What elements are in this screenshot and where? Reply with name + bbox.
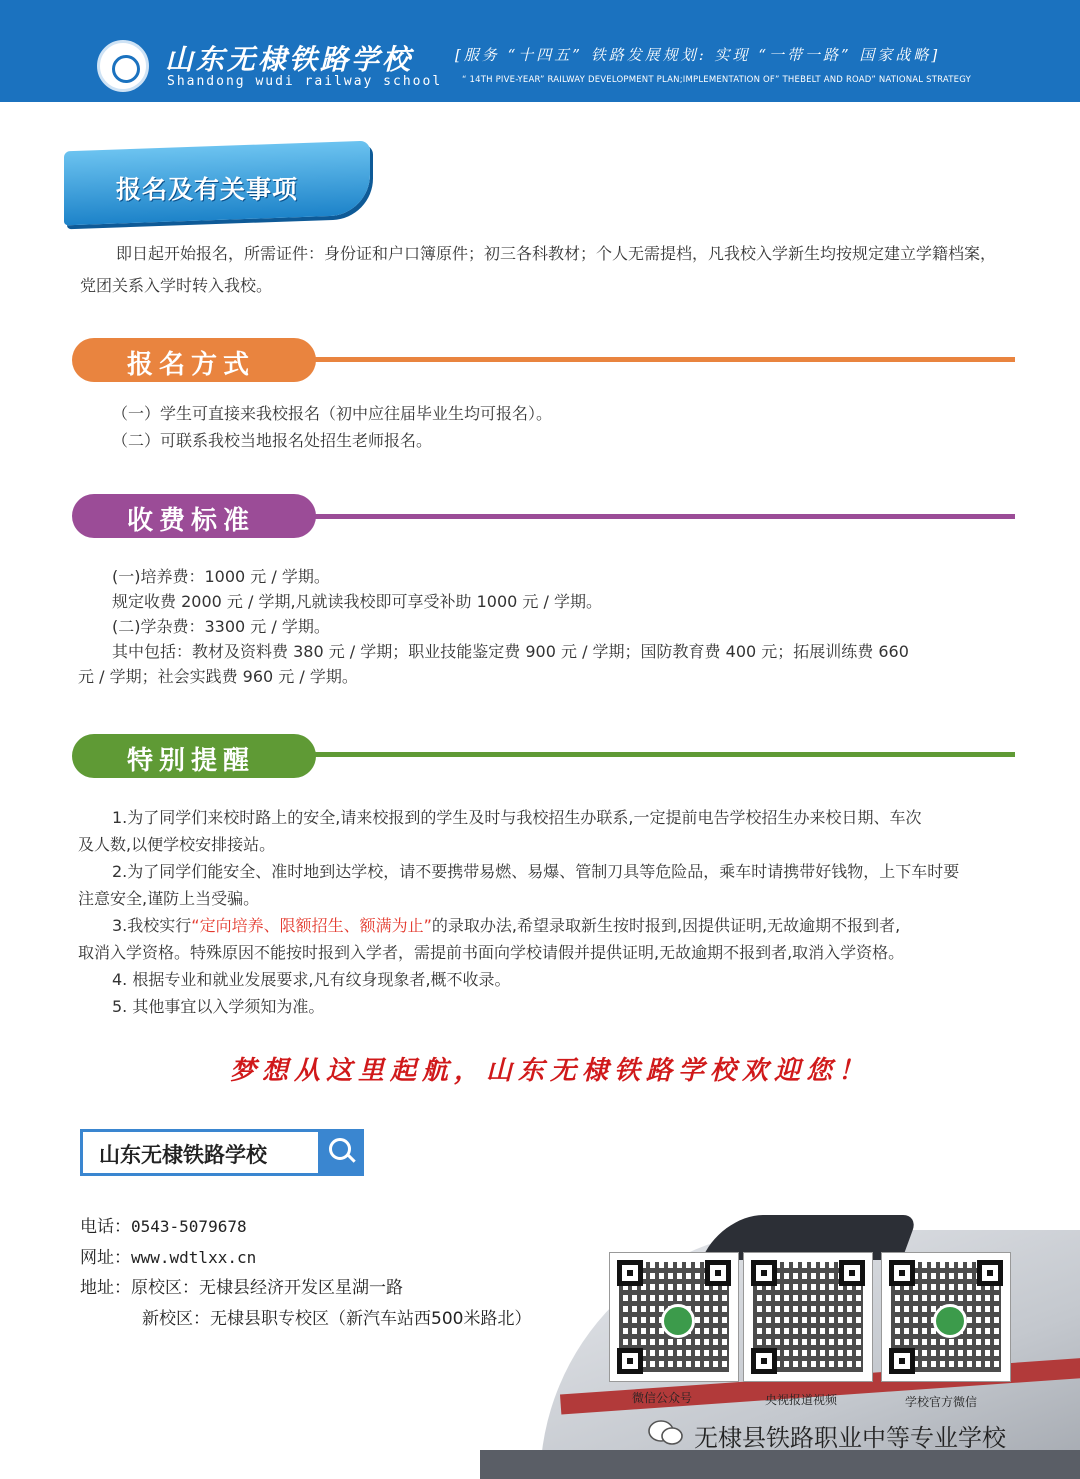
qr-eye <box>751 1260 777 1286</box>
qr-code-cctv-video[interactable] <box>744 1253 872 1381</box>
contact-phone <box>80 1212 247 1237</box>
qr-code-wechat-official[interactable] <box>610 1253 738 1381</box>
section-divider <box>300 357 1015 362</box>
qr-center-logo <box>661 1304 695 1338</box>
list-item: （一）学生可直接来我校报名（初中应往届毕业生均可报名）。 <box>112 404 553 423</box>
reminder-item: 2.为了同学们能安全、准时地到达学校，请不要携带易燃、易爆、管制刀具等危险品，乘车时请携带好钱物，上下车时要 <box>112 862 960 881</box>
qr-eye <box>705 1260 731 1286</box>
fee-line: (一)培养费：1000 元 / 学期。 <box>112 567 330 586</box>
header-slogan-en: “ 14TH PIVE-YEAR” RAILWAY DEVELOPMENT PLAN;IMPLEMENTATION OF” THEBELT AND ROAD” NATIONAL STRATEGY <box>462 75 971 85</box>
web-link[interactable]: www.wdtlxx.cn <box>131 1248 257 1267</box>
page-title: 报名及有关事项 <box>116 175 299 204</box>
section-title: 报名方式 <box>127 350 256 380</box>
qr-eye <box>617 1260 643 1286</box>
search-text: 山东无棣铁路学校 <box>99 1142 267 1167</box>
reminder-text: 的录取办法,希望录取新生按时报到,因提供证明,无故逾期不报到者, <box>431 916 901 935</box>
reminder-item: 及人数,以便学校安排接站。 <box>78 835 276 854</box>
header-slogan: [服务 “十四五” 铁路发展规划: 实现 “一带一路” 国家战略] <box>455 46 941 64</box>
wechat-watermark: 无棣县铁路职业中等专业学校 <box>694 1424 1006 1452</box>
fee-line: 规定收费 2000 元 / 学期,凡就读我校即可享受补助 1000 元 / 学期。 <box>112 592 602 611</box>
contact-web <box>80 1243 256 1268</box>
contact-address-new: 新校区：无棣县职专校区（新汽车站西500米路北） <box>142 1309 532 1329</box>
address-old: 原校区：无棣县经济开发区星湖一路 <box>131 1278 403 1298</box>
qr-eye <box>617 1348 643 1374</box>
method-list <box>112 400 552 454</box>
section-divider <box>300 752 1015 757</box>
qr-eye <box>751 1348 777 1374</box>
list-item: （二）可联系我校当地报名处招生老师报名。 <box>112 431 433 450</box>
reminder-text: 3.我校实行 <box>112 916 192 935</box>
fee-list <box>78 564 909 689</box>
contact-address <box>80 1273 403 1298</box>
search-button[interactable] <box>318 1129 364 1176</box>
qr-eye <box>977 1260 1003 1286</box>
qr-label: 微信公众号 <box>632 1391 693 1405</box>
header-bar <box>0 0 1080 102</box>
train-rail <box>480 1450 1080 1479</box>
search-icon-handle <box>347 1154 355 1162</box>
reminder-item: 1.为了同学们来校时路上的安全,请来校报到的学生及时与我校招生办联系,一定提前电告学校招生办来校日期、车次 <box>112 808 922 827</box>
school-name-en: Shandong wudi railway school <box>167 74 443 89</box>
qr-eye <box>889 1348 915 1374</box>
web-label: 网址： <box>80 1248 131 1268</box>
fee-line: 其中包括：教材及资料费 380 元 / 学期；职业技能鉴定费 900 元 / 学期；国防教育费 400 元；拓展训练费 660 <box>112 642 909 661</box>
qr-eye <box>839 1260 865 1286</box>
school-logo-icon <box>97 40 149 92</box>
address-label: 地址： <box>80 1278 131 1298</box>
qr-center-logo <box>933 1304 967 1338</box>
reminder-item: 5. 其他事宜以入学须知为准。 <box>112 997 325 1016</box>
fee-line: (二)学杂费：3300 元 / 学期。 <box>112 617 330 636</box>
qr-label: 央视报道视频 <box>765 1393 838 1407</box>
qr-label: 学校官方微信 <box>905 1395 978 1409</box>
school-name-cn: 山东无棣铁路学校 <box>165 43 414 76</box>
section-divider <box>300 514 1015 519</box>
intro-paragraph: 即日起开始报名，所需证件：身份证和户口簿原件；初三各科教材；个人无需提档，凡我校入学新生均按规定建立学籍档案，党团关系入学时转入我校。 <box>80 244 997 295</box>
reminder-item <box>78 912 1028 939</box>
reminder-item: 取消入学资格。特殊原因不能按时报到入学者，需提前书面向学校请假并提供证明,无故逾期不报到者,取消入学资格。 <box>78 943 905 962</box>
reminder-list <box>78 804 1028 1020</box>
section-title: 特别提醒 <box>127 746 256 776</box>
highlight-text: “定向培养、限额招生、额满为止” <box>191 916 432 935</box>
fee-line: 元 / 学期；社会实践费 960 元 / 学期。 <box>78 667 358 686</box>
phone-label: 电话： <box>80 1217 131 1237</box>
welcome-tagline: 梦想从这里起航，山东无棣铁路学校欢迎您！ <box>230 1056 871 1086</box>
wechat-icon <box>648 1420 684 1446</box>
qr-code-school-wechat[interactable] <box>882 1253 1010 1381</box>
qr-eye <box>889 1260 915 1286</box>
section-title: 收费标准 <box>127 506 256 536</box>
reminder-item: 注意安全,谨防上当受骗。 <box>78 889 260 908</box>
phone-value: 0543-5079678 <box>131 1217 247 1236</box>
reminder-item: 4. 根据专业和就业发展要求,凡有纹身现象者,概不收录。 <box>112 970 511 989</box>
